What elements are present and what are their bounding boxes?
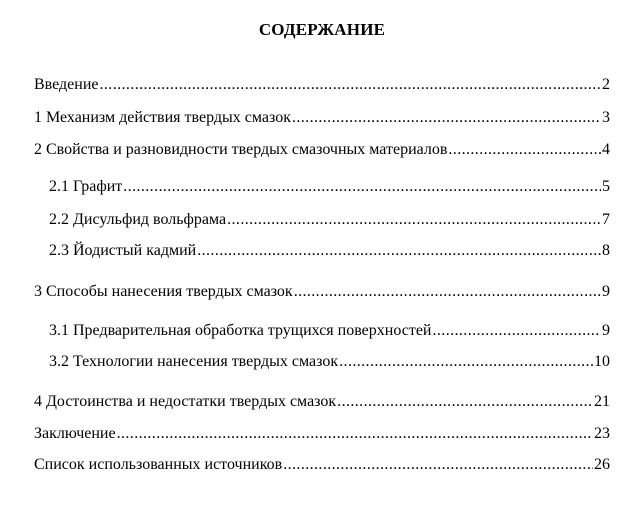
toc-dot-leader (339, 351, 593, 373)
toc-entry-section-3-1[interactable] (49, 320, 610, 342)
toc-dot-leader (123, 176, 601, 198)
toc-entry-text: 2.3 Йодистый кадмий (49, 242, 197, 259)
toc-entry-text: Список использованных источников (34, 456, 283, 473)
toc-dot-leader (227, 209, 601, 231)
toc-entry-conclusion[interactable] (34, 423, 610, 445)
toc-entry-text: 2.1 Графит (49, 178, 123, 195)
toc-dot-leader (292, 107, 601, 129)
toc-dot-leader (294, 281, 601, 303)
toc-page-number: 3 (602, 109, 610, 126)
toc-dot-leader (117, 423, 593, 445)
toc-entry-text: 2.2 Дисульфид вольфрама (49, 211, 227, 228)
toc-page-number: 10 (594, 353, 610, 370)
toc-page-number: 7 (602, 211, 610, 228)
toc-dot-leader (283, 454, 593, 476)
toc-entry-text: 2 Свойства и разновидности твердых смазочных материалов (34, 141, 448, 158)
toc-page-number: 9 (602, 283, 610, 300)
toc-dot-leader (337, 391, 593, 413)
toc-entry-text: 3.1 Предварительная обработка трущихся поверхностей (49, 322, 432, 339)
toc-entry-text: Заключение (34, 425, 116, 442)
toc-entry-introduction[interactable] (34, 74, 610, 96)
toc-page-number: 8 (602, 242, 610, 259)
toc-entry-text: 3 Способы нанесения твердых смазок (34, 283, 293, 300)
toc-entry-text: 3.2 Технологии нанесения твердых смазок (49, 353, 339, 370)
toc-title: СОДЕРЖАНИЕ (258, 20, 386, 39)
toc-entry-chapter-1[interactable] (34, 107, 610, 129)
toc-dot-leader (448, 139, 601, 161)
toc-dot-leader (197, 240, 601, 262)
toc-page-number: 4 (602, 141, 610, 158)
toc-entry-chapter-4[interactable] (34, 391, 610, 413)
toc-page-number: 5 (602, 178, 610, 195)
toc-page-number: 26 (594, 456, 610, 473)
toc-dot-leader (100, 74, 602, 96)
toc-entry-text: 1 Механизм действия твердых смазок (34, 109, 291, 126)
toc-page-number: 21 (594, 393, 610, 410)
toc-page-number: 2 (602, 76, 610, 93)
toc-entry-text: 4 Достоинства и недостатки твердых смазок (34, 393, 337, 410)
toc-page-number: 23 (594, 425, 610, 442)
toc-entry-section-2-3[interactable] (49, 240, 610, 262)
toc-page-number: 9 (602, 322, 610, 339)
toc-entry-text: Введение (34, 76, 99, 93)
toc-entry-section-3-2[interactable] (49, 351, 610, 373)
toc-dot-leader (433, 320, 602, 342)
toc-entry-section-2-2[interactable] (49, 209, 610, 231)
toc-entry-chapter-3[interactable] (34, 281, 610, 303)
toc-entry-references[interactable] (34, 454, 610, 476)
toc-entry-chapter-2[interactable] (34, 139, 610, 161)
toc-entry-section-2-1[interactable] (49, 176, 610, 198)
